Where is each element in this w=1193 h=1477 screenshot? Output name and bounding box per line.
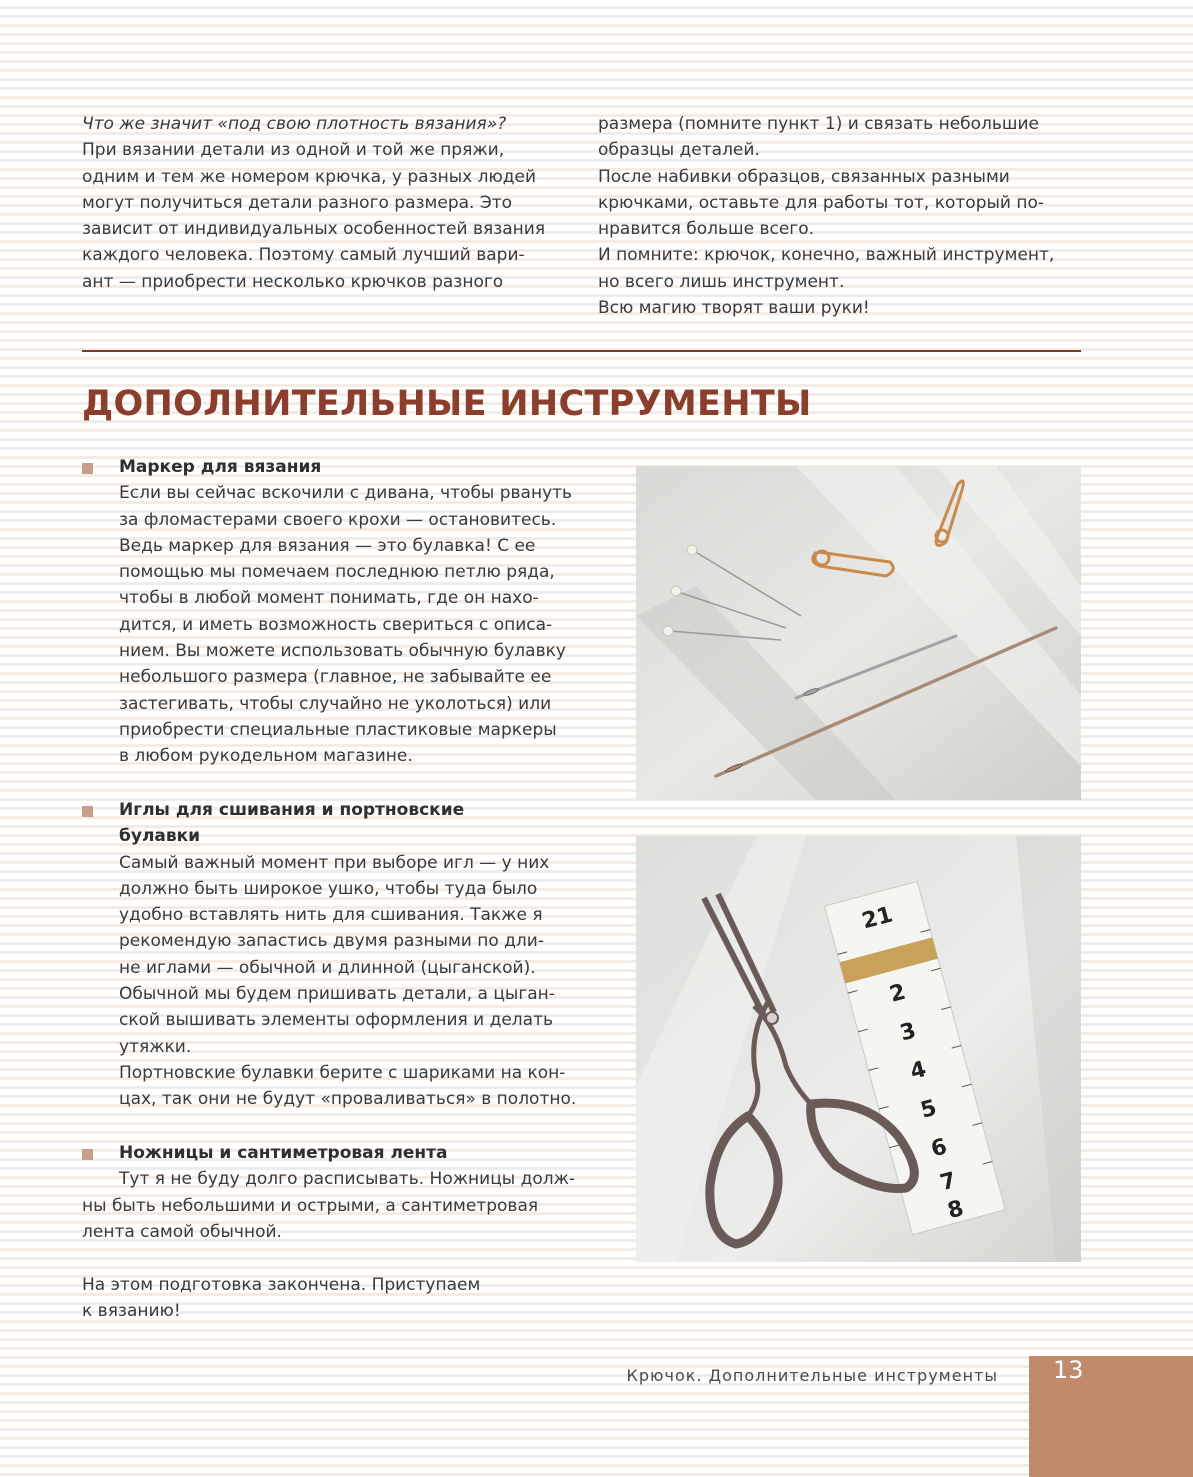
- intro-right-column: [598, 111, 1088, 321]
- intro-question: Что же значит «под свою плотность вязания»?: [82, 114, 507, 134]
- text-line: Если вы сейчас вскочили с дивана, чтобы рвануть: [119, 483, 573, 504]
- page-number-tab: [1029, 1356, 1193, 1477]
- intro-left-column: [82, 111, 572, 295]
- text-line: чтобы в любой момент понимать, где он нахо-: [119, 588, 539, 609]
- item-body: [119, 480, 602, 769]
- text-line: размера (помните пункт 1) и связать небольшие: [598, 114, 1039, 134]
- tape-number: 2: [887, 979, 909, 1008]
- text-line: могут получиться детали разного размера. Это: [82, 192, 513, 213]
- text-line: не иглами — обычной и длинной (цыганской).: [119, 957, 536, 978]
- tape-number: 4: [907, 1056, 930, 1086]
- title-line: Иглы для сшивания и портновские: [119, 800, 465, 820]
- item-body: [119, 850, 602, 1113]
- tape-number: 5: [918, 1095, 940, 1124]
- list-item-scissors: [82, 1140, 602, 1245]
- tape-number: 21: [859, 902, 896, 935]
- text-line: помощью мы помечаем последнюю петлю ряда,: [119, 562, 555, 583]
- text-line: ант — приобрести несколько крючков разного: [82, 271, 504, 292]
- text-line: Ведь маркер для вязания — это булавка! С ее: [119, 535, 536, 556]
- text-line: ны быть небольшими и острыми, а сантиметровая: [82, 1195, 539, 1216]
- text-line: Обычной мы будем пришивать детали, а цыган-: [119, 984, 555, 1005]
- photo-pins-needles: [636, 466, 1081, 800]
- text-line: в любом рукодельном магазине.: [119, 746, 413, 767]
- text-line: После набивки образцов, связанных разными: [598, 166, 1010, 187]
- tape-number: 7: [937, 1168, 959, 1197]
- tape-number: 6: [928, 1134, 950, 1163]
- text-line: И помните: крючок, конечно, важный инструмент,: [598, 245, 1055, 266]
- list-item-marker: [82, 454, 602, 770]
- photo-scissors-tape: [636, 836, 1081, 1262]
- section-heading: ДОПОЛНИТЕЛЬНЫЕ ИНСТРУМЕНТЫ: [82, 384, 812, 424]
- text-line: одним и тем же номером крючка, у разных людей: [82, 166, 537, 187]
- page-number: 13: [1053, 1356, 1084, 1384]
- item-title: Ножницы и сантиметровая лента: [119, 1143, 448, 1163]
- text-line: нием. Вы можете использовать обычную булавку: [119, 641, 566, 662]
- text-line: но всего лишь инструмент.: [598, 271, 845, 292]
- square-bullet-icon: [82, 463, 93, 474]
- text-line: Тут я не буду долго расписывать. Ножницы долж-: [119, 1169, 576, 1190]
- text-line: утяжки.: [119, 1036, 192, 1057]
- closing-text: [82, 1272, 582, 1325]
- text-line: цах, так они не будут «проваливаться» в полотно.: [119, 1089, 577, 1110]
- text-line: удобно вставлять нить для сшивания. Также я: [119, 905, 543, 926]
- text-line: Всю магию творят ваши руки!: [598, 298, 870, 319]
- text-line: При вязании детали из одной и той же пряжи,: [82, 140, 505, 161]
- text-line: за фломастерами своего крохи — остановитесь.: [119, 509, 557, 530]
- text-line: образцы деталей.: [598, 140, 760, 161]
- text-line: приобрести специальные пластиковые маркеры: [119, 719, 557, 740]
- text-line: На этом подготовка закончена. Приступаем: [82, 1275, 481, 1295]
- text-line: зависит от индивидуальных особенностей вязания: [82, 219, 546, 240]
- title-line: булавки: [119, 826, 201, 847]
- text-line: дится, и иметь возможность свериться с описа-: [119, 614, 553, 635]
- text-line: Самый важный момент при выборе игл — у них: [119, 852, 550, 873]
- text-line: ской вышивать элементы оформления и делать: [119, 1010, 553, 1031]
- text-line: должно быть широкое ушко, чтобы туда было: [119, 878, 538, 899]
- tape-number: 3: [897, 1018, 919, 1047]
- text-line: небольшого размера (главное, не забывайте ее: [119, 667, 552, 688]
- tape-number: 8: [945, 1196, 967, 1225]
- square-bullet-icon: [82, 806, 93, 817]
- text-line: к вязанию!: [82, 1301, 181, 1322]
- list-item-needles: [82, 797, 602, 1113]
- item-body: [82, 1166, 602, 1245]
- text-line: рекомендую запастись двумя разными по дли-: [119, 931, 544, 952]
- item-title: [119, 797, 602, 850]
- section-divider: [82, 350, 1081, 352]
- text-line: застегивать, чтобы случайно не уколоться) или: [119, 693, 552, 714]
- text-line: крючками, оставьте для работы тот, который по-: [598, 192, 1045, 213]
- running-title: Крючок. Дополнительные инструменты: [626, 1366, 998, 1385]
- item-title: Маркер для вязания: [119, 457, 322, 477]
- text-line: каждого человека. Поэтому самый лучший вари-: [82, 245, 525, 266]
- text-line: Портновские булавки берите с шариками на кон-: [119, 1062, 566, 1083]
- text-line: лента самой обычной.: [82, 1221, 282, 1242]
- square-bullet-icon: [82, 1149, 93, 1160]
- text-line: нравится больше всего.: [598, 219, 815, 240]
